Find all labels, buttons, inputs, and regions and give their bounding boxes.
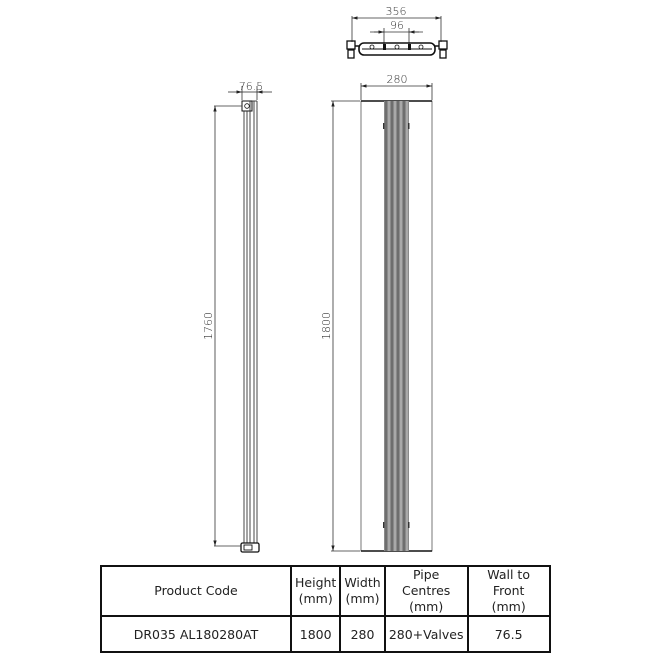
cell-wall-to-front: 76.5 xyxy=(468,616,550,652)
cell-height: 1800 xyxy=(291,616,340,652)
side-view xyxy=(202,80,272,552)
spec-table xyxy=(100,565,551,653)
dim-pipe-spacing: 96 xyxy=(390,19,404,32)
header-pipe-centres: Pipe Centres (mm) xyxy=(385,566,468,616)
dim-overall-width: 356 xyxy=(385,5,407,18)
header-height: Height (mm) xyxy=(291,566,340,616)
dim-depth: 76.5 xyxy=(238,80,264,93)
top-view xyxy=(347,5,447,58)
cell-product-code: DR035 AL180280AT xyxy=(101,616,291,652)
header-width: Width (mm) xyxy=(340,566,384,616)
table-header-row xyxy=(101,566,550,616)
dim-height: 1800 xyxy=(320,312,333,340)
header-wall-to-front: Wall to Front (mm) xyxy=(468,566,550,616)
cell-width: 280 xyxy=(340,616,384,652)
table-row xyxy=(101,616,550,652)
header-product-code: Product Code xyxy=(101,566,291,616)
front-view xyxy=(320,73,432,551)
dim-width: 280 xyxy=(386,73,408,86)
cell-pipe-centres: 280+Valves xyxy=(385,616,468,652)
dim-pipe-height: 1760 xyxy=(202,312,215,340)
